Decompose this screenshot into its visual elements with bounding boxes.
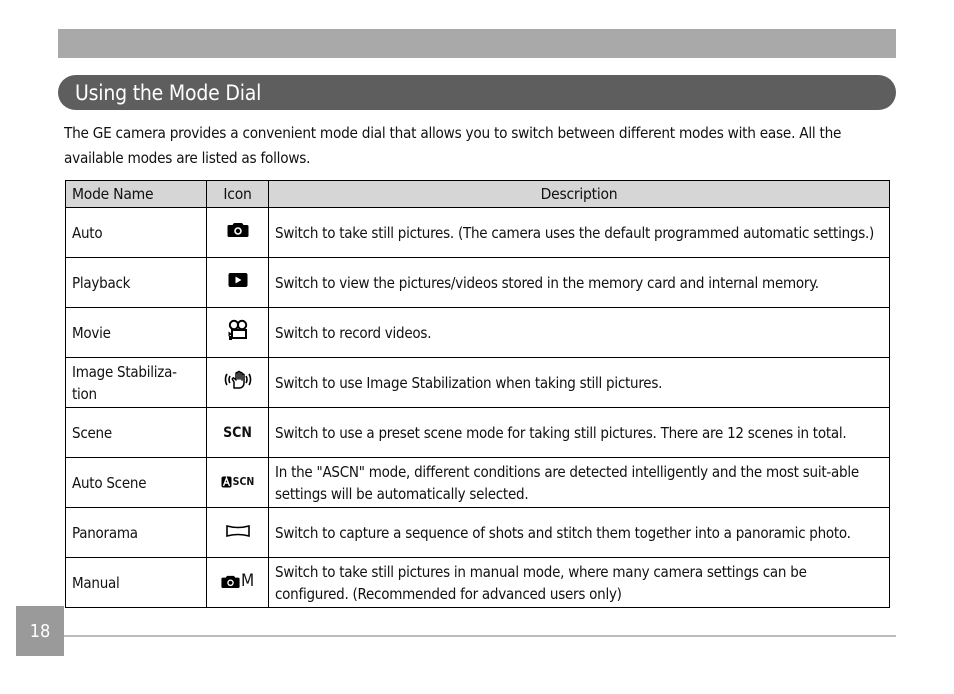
intro-paragraph: The GE camera provides a convenient mode dial that allows you to switch between different modes with ease. All the available modes are listed as follows. [64, 124, 842, 167]
mode-name: Manual [66, 558, 207, 608]
movie-camera-icon [227, 319, 249, 341]
panorama-icon [225, 524, 251, 538]
mode-name: Auto Scene [66, 458, 207, 508]
mode-description: Switch to capture a sequence of shots and stitch them together into a panoramic photo. [269, 508, 890, 558]
page-number: 18 [29, 620, 51, 642]
mode-description: Switch to record videos. [269, 308, 890, 358]
camera-icon [227, 221, 249, 238]
manual-mode-icon-label: M [241, 571, 254, 592]
mode-description: In the "ASCN" mode, different conditions are detected intelligently and the most suit-able settings will be automatically selected. [269, 458, 890, 508]
table-row [66, 258, 890, 308]
table-row [66, 208, 890, 258]
mode-name: Auto [66, 208, 207, 258]
mode-icon-cell [207, 308, 269, 358]
table-row [66, 458, 890, 508]
auto-scene-icon [221, 471, 255, 493]
mode-name: Movie [66, 308, 207, 358]
column-header-icon: Icon [207, 181, 269, 208]
mode-icon-cell [207, 358, 269, 408]
table-row [66, 308, 890, 358]
mode-table [65, 180, 890, 608]
section-title: Using the Mode Dial [75, 80, 262, 105]
table-header-row [66, 181, 890, 208]
mode-name: Panorama [66, 508, 207, 558]
mode-icon-cell [207, 558, 269, 608]
table-row [66, 408, 890, 458]
table-row [66, 558, 890, 608]
mode-name: Playback [66, 258, 207, 308]
mode-description: Switch to use Image Stabilization when taking still pictures. [269, 358, 890, 408]
page-number-tab [16, 606, 64, 656]
table-row [66, 508, 890, 558]
mode-icon-cell [207, 458, 269, 508]
mode-description: Switch to take still pictures. (The camera uses the default programmed automatic settings.) [269, 208, 890, 258]
column-header-mode-name: Mode Name [66, 181, 207, 208]
mode-icon-cell [207, 508, 269, 558]
mode-description: Switch to take still pictures in manual mode, where many camera settings can be configured. (Recommended for advanced users only) [269, 558, 890, 608]
mode-icon-cell [207, 258, 269, 308]
mode-description: Switch to use a preset scene mode for taking still pictures. There are 12 scenes in total. [269, 408, 890, 458]
mode-icon-cell [207, 408, 269, 458]
mode-description: Switch to view the pictures/videos stored in the memory card and internal memory. [269, 258, 890, 308]
mode-icon-cell [207, 208, 269, 258]
stabilization-hand-icon [224, 370, 252, 390]
playback-icon [228, 272, 248, 288]
manual-mode-icon [221, 570, 254, 592]
scn-icon: SCN [223, 425, 252, 441]
mode-name: Image Stabiliza-tion [66, 358, 207, 408]
footer-rule [64, 635, 896, 637]
mode-name: Scene [66, 408, 207, 458]
top-decorative-bar [58, 29, 896, 58]
column-header-description: Description [269, 181, 890, 208]
table-row [66, 358, 890, 408]
auto-scene-icon-label: SCN [232, 476, 255, 488]
section-title-bar [58, 75, 896, 110]
